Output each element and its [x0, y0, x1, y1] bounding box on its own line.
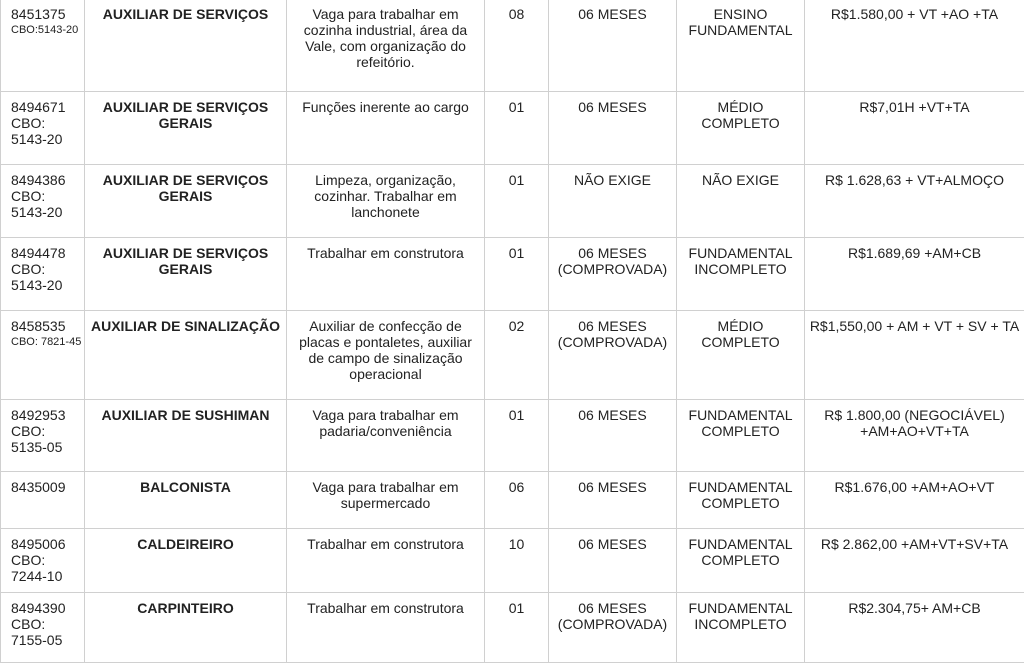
education-required: MÉDIO COMPLETO	[677, 92, 805, 165]
experience-required: 06 MESES	[549, 92, 677, 165]
table-row	[1, 238, 1024, 311]
cbo-code: CBO:5143-20	[11, 22, 82, 39]
vacancies-count: 06	[485, 472, 549, 529]
cbo-code: CBO: 5143-20	[11, 261, 82, 293]
job-title: AUXILIAR DE SERVIÇOS GERAIS	[85, 165, 287, 238]
vacancies-count: 01	[485, 165, 549, 238]
vacancies-count: 01	[485, 238, 549, 311]
job-description: Auxiliar de confecção de placas e pontaletes, auxiliar de campo de sinalização operacional	[287, 311, 485, 400]
table-row	[1, 472, 1024, 529]
salary-benefits: R$7,01H +VT+TA	[805, 92, 1024, 165]
salary-benefits: R$1.580,00 + VT +AO +TA	[805, 0, 1024, 92]
job-title: BALCONISTA	[85, 472, 287, 529]
job-code-cell	[1, 0, 85, 92]
education-required: FUNDAMENTAL COMPLETO	[677, 400, 805, 472]
job-code-cell	[1, 400, 85, 472]
salary-benefits: R$ 2.862,00 +AM+VT+SV+TA	[805, 529, 1024, 593]
vacancies-count: 01	[485, 400, 549, 472]
table-row	[1, 165, 1024, 238]
education-required: FUNDAMENTAL COMPLETO	[677, 472, 805, 529]
table-row	[1, 400, 1024, 472]
education-required: MÉDIO COMPLETO	[677, 311, 805, 400]
cbo-code: CBO: 5143-20	[11, 115, 82, 147]
job-listings-body	[1, 0, 1024, 663]
job-code: 8492953	[11, 407, 82, 423]
job-code-cell	[1, 238, 85, 311]
experience-required: 06 MESES	[549, 400, 677, 472]
table-row	[1, 593, 1024, 663]
job-description: Trabalhar em construtora	[287, 529, 485, 593]
salary-benefits: R$1.689,69 +AM+CB	[805, 238, 1024, 311]
cbo-code: CBO: 5143-20	[11, 188, 82, 220]
experience-required: 06 MESES	[549, 0, 677, 92]
job-title: AUXILIAR DE SERVIÇOS GERAIS	[85, 92, 287, 165]
job-title: CARPINTEIRO	[85, 593, 287, 663]
vacancies-count: 10	[485, 529, 549, 593]
salary-benefits: R$2.304,75+ AM+CB	[805, 593, 1024, 663]
experience-required: 06 MESES (COMPROVADA)	[549, 593, 677, 663]
salary-benefits: R$1,550,00 + AM + VT + SV + TA	[805, 311, 1024, 400]
job-code-cell	[1, 165, 85, 238]
job-code-cell	[1, 593, 85, 663]
experience-required: 06 MESES	[549, 472, 677, 529]
job-title: AUXILIAR DE SERVIÇOS GERAIS	[85, 238, 287, 311]
job-title: AUXILIAR DE SINALIZAÇÃO	[85, 311, 287, 400]
job-description: Trabalhar em construtora	[287, 238, 485, 311]
job-code: 8458535	[11, 318, 82, 334]
experience-required: 06 MESES (COMPROVADA)	[549, 238, 677, 311]
salary-benefits: R$1.676,00 +AM+AO+VT	[805, 472, 1024, 529]
cbo-code: CBO: 7821-45	[11, 334, 82, 351]
job-description: Vaga para trabalhar em supermercado	[287, 472, 485, 529]
vacancies-count: 08	[485, 0, 549, 92]
job-title: CALDEIREIRO	[85, 529, 287, 593]
job-description: Vaga para trabalhar em padaria/conveniência	[287, 400, 485, 472]
table-row	[1, 529, 1024, 593]
experience-required: 06 MESES	[549, 529, 677, 593]
job-description: Trabalhar em construtora	[287, 593, 485, 663]
education-required: FUNDAMENTAL INCOMPLETO	[677, 238, 805, 311]
education-required: FUNDAMENTAL COMPLETO	[677, 529, 805, 593]
job-code-cell	[1, 472, 85, 529]
salary-benefits: R$ 1.628,63 + VT+ALMOÇO	[805, 165, 1024, 238]
education-required: ENSINO FUNDAMENTAL	[677, 0, 805, 92]
job-code: 8451375	[11, 6, 82, 22]
job-code: 8494390	[11, 600, 82, 616]
vacancies-count: 01	[485, 92, 549, 165]
job-title: AUXILIAR DE SUSHIMAN	[85, 400, 287, 472]
job-code-cell	[1, 311, 85, 400]
table-row	[1, 92, 1024, 165]
education-required: NÃO EXIGE	[677, 165, 805, 238]
salary-benefits: R$ 1.800,00 (NEGOCIÁVEL) +AM+AO+VT+TA	[805, 400, 1024, 472]
job-description: Limpeza, organização, cozinhar. Trabalhar em lanchonete	[287, 165, 485, 238]
cbo-code: CBO: 5135-05	[11, 423, 82, 455]
job-description: Vaga para trabalhar em cozinha industrial, área da Vale, com organização do refeitório.	[287, 0, 485, 92]
job-code: 8494478	[11, 245, 82, 261]
job-code: 8494386	[11, 172, 82, 188]
experience-required: 06 MESES (COMPROVADA)	[549, 311, 677, 400]
job-code: 8494671	[11, 99, 82, 115]
job-code-cell	[1, 92, 85, 165]
vacancies-count: 02	[485, 311, 549, 400]
job-code: 8435009	[11, 479, 82, 495]
job-description: Funções inerente ao cargo	[287, 92, 485, 165]
education-required: FUNDAMENTAL INCOMPLETO	[677, 593, 805, 663]
job-code: 8495006	[11, 536, 82, 552]
job-code-cell	[1, 529, 85, 593]
table-row	[1, 0, 1024, 92]
vacancies-count: 01	[485, 593, 549, 663]
table-row	[1, 311, 1024, 400]
experience-required: NÃO EXIGE	[549, 165, 677, 238]
job-title: AUXILIAR DE SERVIÇOS	[85, 0, 287, 92]
cbo-code: CBO: 7244-10	[11, 552, 82, 584]
cbo-code: CBO: 7155-05	[11, 616, 82, 648]
